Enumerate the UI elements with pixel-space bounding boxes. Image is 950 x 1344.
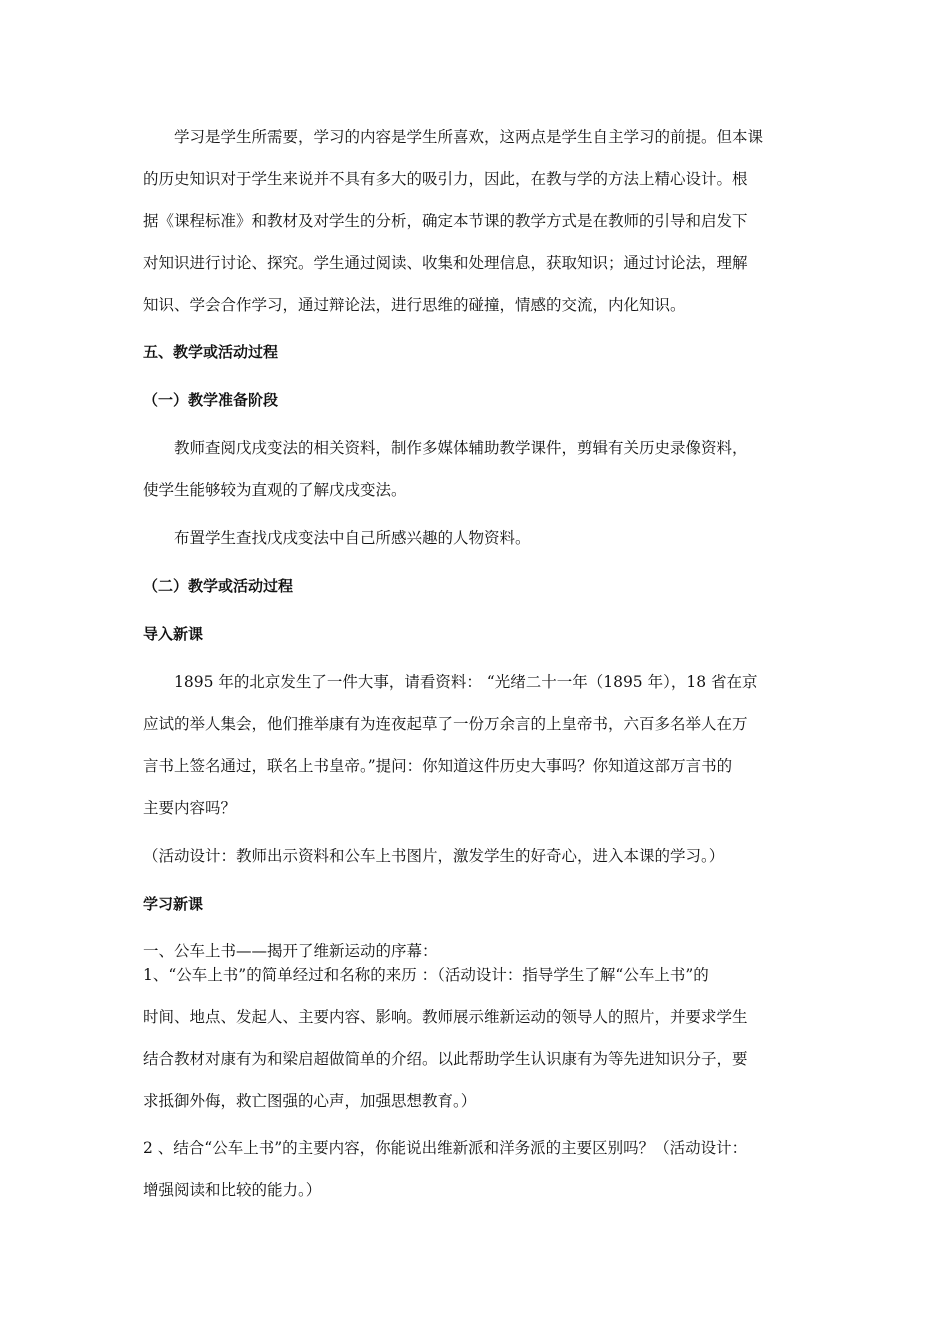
item-line: 增强阅读和比较的能力。） xyxy=(143,1181,322,1199)
intro-paragraph-line: 1895 年的北京发生了一件大事，请看资料： “光绪二十一年（1895 年），18 省在京 xyxy=(174,673,758,691)
intro-line: 对知识进行讨论、探究。学生通过阅读、收集和处理信息，获取知识；通过讨论法，理解 xyxy=(143,254,748,272)
section-heading: 五、教学或活动过程 xyxy=(143,343,279,361)
intro-line: 的历史知识对于学生来说并不具有多大的吸引力，因此，在教与学的方法上精心设计。根 xyxy=(143,170,748,188)
subsection-heading: （一）教学准备阶段 xyxy=(143,391,279,409)
item-line: 时间、地点、发起人、主要内容、影响。教师展示维新运动的领导人的照片，并要求学生 xyxy=(143,1008,748,1026)
intro-line: 知识、学会合作学习，通过辩论法，进行思维的碰撞，情感的交流，内化知识。 xyxy=(143,296,686,314)
intro-paragraph-line: 言书上签名通过，联名上书皇帝。”提问：你知道这件历史大事吗？你知道这部万言书的 xyxy=(143,757,733,775)
intro-line: 据《课程标准》和教材及对学生的分析，确定本节课的教学方式是在教师的引导和启发下 xyxy=(143,212,748,230)
item-line: 结合教材对康有为和梁启超做简单的介绍。以此帮助学生认识康有为等先进知识分子，要 xyxy=(143,1050,748,1068)
new-lesson-heading: 学习新课 xyxy=(143,895,204,913)
prep-line: 布置学生查找戊戌变法中自己所感兴趣的人物资料。 xyxy=(174,529,531,547)
item-line: 1、“公车上书”的简单经过和名称的来历 ：（活动设计：指导学生了解“公车上书”的 xyxy=(143,966,709,984)
prep-line: 教师查阅戊戌变法的相关资料，制作多媒体辅助教学课件，剪辑有关历史录像资料， xyxy=(174,439,748,457)
item-line: 2 、结合“公车上书”的主要内容，你能说出维新派和洋务派的主要区别吗？（活动设计： xyxy=(143,1139,748,1157)
part-heading: 一、公车上书——揭开了维新运动的序幕： xyxy=(143,942,438,960)
intro-line: 学习是学生所需要，学习的内容是学生所喜欢，这两点是学生自主学习的前提。但本课 xyxy=(174,128,764,146)
item-line: 求抵御外侮，救亡图强的心声，加强思想教育。） xyxy=(143,1092,477,1110)
subsection-heading: （二）教学或活动过程 xyxy=(143,577,294,595)
activity-note: （活动设计：教师出示资料和公车上书图片，激发学生的好奇心，进入本课的学习。） xyxy=(143,847,725,865)
prep-line: 使学生能够较为直观的了解戊戌变法。 xyxy=(143,481,407,499)
intro-heading: 导入新课 xyxy=(143,625,204,643)
intro-paragraph-line: 应试的举人集会，他们推举康有为连夜起草了一份万余言的上皇帝书，六百多名举人在万 xyxy=(143,715,748,733)
intro-paragraph-line: 主要内容吗？ xyxy=(143,799,237,817)
